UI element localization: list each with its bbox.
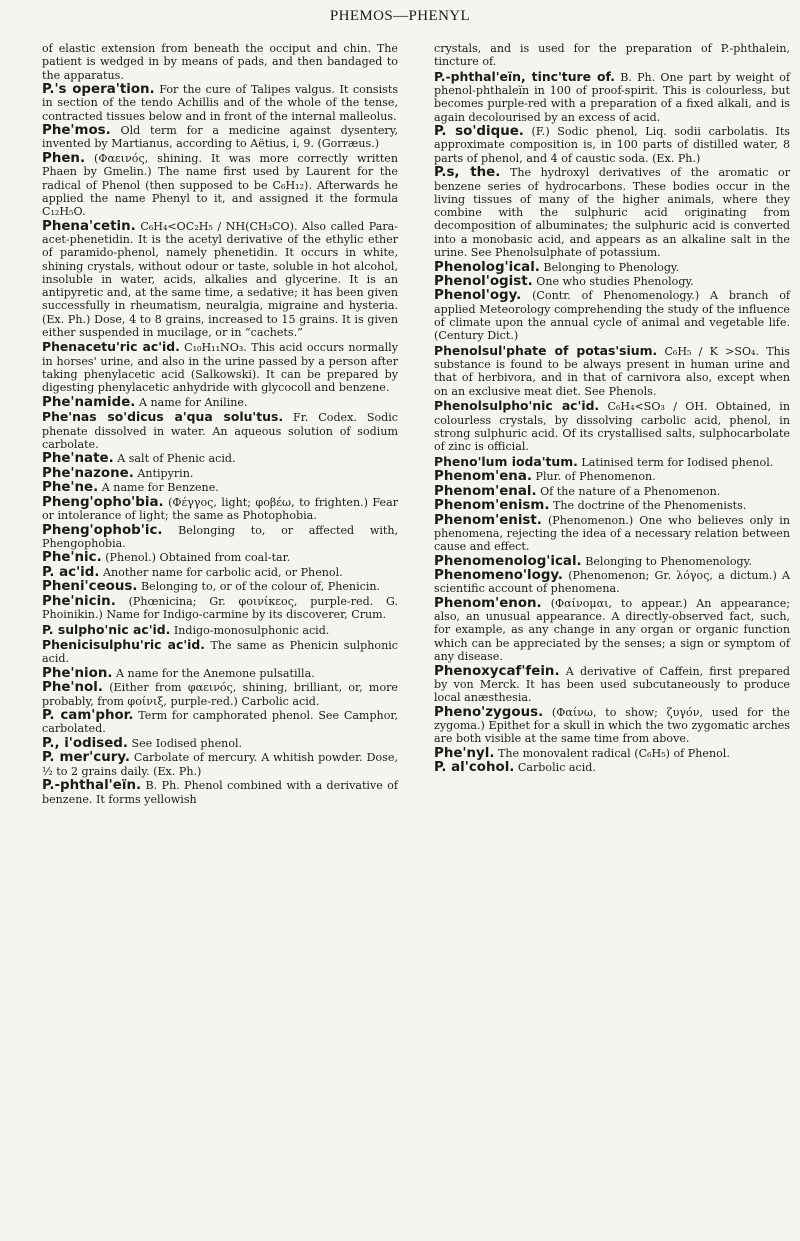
entry-headword: Phe'nion.: [42, 665, 113, 681]
dictionary-entry: [434, 665, 790, 705]
entry-headword: Phenom'enal.: [434, 483, 537, 499]
entry-headword: Phe'namide.: [42, 394, 136, 410]
entry-text: Belonging to, or affected with, Phengophobia.: [42, 523, 398, 550]
entry-headword: Phenol'ogist.: [434, 273, 533, 289]
entry-text: Another name for carbolic acid, or Phenol.: [102, 565, 343, 579]
dictionary-entry: [42, 623, 398, 637]
dictionary-entry: [434, 514, 790, 554]
entry-text: A salt of Phenic acid.: [117, 452, 236, 466]
entry-headword: Pheng'ophob'ic.: [42, 522, 163, 538]
entry-text: Belonging to Phenology.: [543, 260, 680, 274]
entry-text: Term for camphorated phenol. See Camphor, carbolated.: [42, 709, 398, 736]
dictionary-entry: [434, 747, 790, 760]
entry-text: (Φαίνομαι, to appear.) An appearance; also, an unusual appearance. A directly-observed fact, such, for example, as any change in any organ or organic function which can be appreciated by the senses; a sign or symptom of any disease.: [434, 596, 790, 664]
entry-headword: Phenoxycaf'fein.: [434, 663, 560, 679]
dictionary-entry: [42, 340, 398, 394]
dictionary-entry: [42, 551, 398, 564]
entry-text: B. Ph. One part by weight of phenol-phthaleïn in 100 of proof-spirit. This is colourless, but becomes purple-red with a preparation of a fixed alkali, and is again decolourised by an excess of acid.: [434, 70, 790, 124]
dictionary-entry: [434, 569, 790, 596]
dictionary-entry: [42, 580, 398, 593]
entry-headword: Phenom'enon.: [434, 595, 542, 611]
entry-headword: Pheno'zygous.: [434, 704, 544, 720]
entry-headword: Phe'mos.: [42, 123, 111, 139]
dictionary-entry: [42, 124, 398, 151]
dictionary-entry: [434, 399, 790, 453]
dictionary-entry: [42, 638, 398, 666]
dictionary-entry: [434, 470, 790, 483]
dictionary-entry: [42, 667, 398, 680]
dictionary-entry: [42, 496, 398, 523]
entry-headword: Phenomenolog'ical.: [434, 553, 582, 569]
dictionary-entry: [434, 485, 790, 498]
dictionary-entry: [42, 779, 398, 806]
entry-headword: Phenom'ena.: [434, 469, 532, 485]
dictionary-entry: [434, 261, 790, 274]
entry-headword: Phenolsulpho'nic ac'id.: [434, 398, 600, 414]
dictionary-entry: [434, 125, 790, 165]
dictionary-entry: [434, 706, 790, 746]
entry-text: C₆H₄<OC₂H₅ / NH(CH₃CO). Also called Para-acet-phenetidin. It is the acetyl derivative of the ethylic ether of paramido-phenol, namely phenetidin. It occurs in white, shining crystals, without odour or taste, soluble in hot alcohol, insoluble in water, acids, alkalies and glycerine. It is an antipyretic and, at the same time, a sedative; it has been given successfully in rheumatism, neuralgia, migraine and hysteria. (Ex. Ph.) Dose, 4 to 8 grains, increased to 15 grains. It is given either suspended in mucilage, or in “cachets.”: [42, 219, 399, 339]
entry-text: (Φαίνω, to show; ζυγόν, used for the zygoma.) Epithet for a skull in which the two zygomatic arches are both visible at the same time from above.: [434, 705, 790, 746]
entry-headword: P. cam'phor.: [42, 708, 134, 724]
entry-headword: Phenacetu'ric ac'id.: [42, 339, 180, 355]
entry-headword: Phe'ne.: [42, 480, 99, 496]
entry-text: The hydroxyl derivatives of the aromatic or benzene series of hydrocarbons. These bodies occur in the living tissues of many of the higher animals, where they combine with the sulphuric acid originating from decomposition of albuminates; the sulphuric acid is converted into a monobasic acid, and appears as an alkaline salt in the urine. See Phenolsulphate of potassium.: [434, 166, 791, 260]
entry-text: Plur. of Phenomenon.: [535, 470, 656, 484]
entry-headword: Phenom'enism.: [434, 498, 550, 514]
entry-headword: Phe'nic.: [42, 550, 102, 566]
dictionary-entry: [42, 467, 398, 480]
dictionary-entry: [434, 166, 790, 259]
entry-text: C₆H₅ / K >SO₄. This substance is found to be always present in human urine and that of herbivora, and in that of carnivora also, except when on an exclusive meat diet. See Phenols.: [434, 344, 790, 398]
dictionary-entry: [434, 42, 790, 69]
entry-headword: Phenomeno'logy.: [434, 568, 563, 584]
dictionary-entry: [42, 452, 398, 465]
entry-text: The doctrine of the Phenomenists.: [552, 499, 747, 513]
entry-text: of elastic extension from beneath the occiput and chin. The patient is wedged in by means of pads, and then bandaged to the apparatus.: [42, 42, 398, 82]
entry-text: Carbolic acid.: [517, 761, 596, 775]
entry-headword: Phenicisulphu'ric ac'id.: [42, 637, 205, 653]
dictionary-entry: [434, 344, 790, 398]
entry-text: (Phenol.) Obtained from coal-tar.: [105, 551, 291, 565]
entry-text: C₆H₄<SO₃ / OH. Obtained, in colourless crystals, by dissolving carbolic acid, phenol, in strong sulphuric acid. Of its crystallised salts, sulphocarbolate of zinc is official.: [434, 400, 790, 454]
entry-text: (Phenomenon; Gr. λόγος, a dictum.) A scientific account of phenomena.: [434, 569, 790, 596]
entry-headword: Phe'nate.: [42, 451, 114, 467]
entry-text: One who studies Phenology.: [536, 274, 694, 288]
dictionary-entry: [42, 709, 398, 736]
entry-headword: Phen.: [42, 150, 86, 166]
entry-headword: Phenom'enist.: [434, 512, 542, 528]
dictionary-entry: [42, 42, 398, 82]
entry-text: (Either from φαεινός, shining, brilliant, or, more probably, from φοίνιξ, purple-red.) Carbolic acid.: [42, 681, 398, 708]
dictionary-entry: [434, 761, 790, 774]
entry-headword: P. al'cohol.: [434, 760, 515, 776]
dictionary-entry: [42, 737, 398, 750]
dictionary-entry: [42, 396, 398, 409]
entry-headword: Pheni'ceous.: [42, 579, 138, 595]
dictionary-entry: [434, 499, 790, 512]
dictionary-entry: [42, 83, 398, 123]
entry-headword: Phe'nas so'dicus a'qua solu'tus.: [42, 409, 284, 425]
entry-text: For the cure of Talipes valgus. It consists in section of the tendo Achillis and of the whole of the tense, contracted tissues below and in front of the internal malleolus.: [42, 83, 399, 123]
entry-headword: Phe'nicin.: [42, 593, 116, 609]
entry-headword: Phena'cetin.: [42, 218, 136, 234]
dictionary-entry: [434, 555, 790, 568]
dictionary-entry: [434, 70, 790, 124]
entry-headword: P. ac'id.: [42, 564, 100, 580]
entry-text: Latinised term for Iodised phenol.: [581, 455, 774, 469]
entry-text: (Contr. of Phenomenology.) A branch of applied Meteorology comprehending the study of the influence of climate upon the annual cycle of animal and vegetable life. (Century Dict.): [434, 289, 791, 343]
dictionary-entry: [434, 455, 790, 469]
entry-text: A name for the Anemone pulsatilla.: [116, 666, 315, 680]
entry-headword: Phenol'ogy.: [434, 288, 522, 304]
entry-headword: P. sulpho'nic ac'id.: [42, 621, 171, 637]
entry-headword: P.s, the.: [434, 165, 501, 181]
entry-text: Antipyrin.: [137, 466, 194, 480]
entry-text: (Phenomenon.) One who believes only in phenomena, rejecting the idea of a necessary relation between cause and effect.: [434, 513, 790, 554]
dictionary-entry: [42, 524, 398, 551]
entry-text: Old term for a medicine against dysentery, invented by Martianus, according to Aëtius, i, 9. (Gorræus.): [42, 124, 399, 151]
entry-text: Belonging to Phenomenology.: [585, 554, 752, 568]
entry-text: (Phœnicina; Gr. φοινίκεος, purple-red. G. Phoinikin.) Name for Indigo-carmine by its discoverer, Crum.: [42, 594, 398, 622]
entry-text: (F.) Sodic phenol, Liq. sodii carbolatis. Its approximate composition is, in 100 parts of distilled water, 8 parts of phenol, and 4 of caustic soda. (Ex. Ph.): [434, 125, 790, 165]
entry-text: (Φέγγος, light; φοβέω, to frighten.) Fear or intolerance of light; the same as Photophobia.: [42, 495, 399, 523]
entry-headword: P.-phthal'eïn.: [42, 778, 142, 794]
entry-text: The same as Phenicin sulphonic acid.: [42, 639, 399, 666]
dictionary-entry: [42, 220, 398, 340]
entry-headword: Phe'nazone.: [42, 465, 134, 481]
entry-headword: Phenolog'ical.: [434, 259, 540, 275]
entry-text: B. Ph. Phenol combined with a derivative of benzene. It forms yellowish: [42, 779, 399, 806]
entry-headword: P., i'odised.: [42, 735, 128, 751]
entry-text: The monovalent radical (C₆H₅) of Phenol.: [498, 746, 730, 760]
entry-text: Belonging to, or of the colour of, Phenicin.: [141, 580, 381, 594]
entry-headword: Phe'nyl.: [434, 745, 495, 761]
page-header: PHEMOS—PHENYL: [329, 8, 471, 24]
dictionary-entry: [42, 410, 398, 451]
dictionary-entry: [42, 681, 398, 708]
entry-headword: P.'s opera'tion.: [42, 82, 155, 98]
entry-text: A derivative of Caffein, first prepared by von Merck. It has been used subcutaneously to produce local anæsthesia.: [434, 664, 791, 705]
dictionary-entry: [42, 595, 398, 622]
dictionary-entry: [42, 152, 398, 218]
entry-text: Of the nature of a Phenomenon.: [540, 484, 721, 498]
entry-text: Indigo-monosulphonic acid.: [173, 623, 330, 637]
entry-text: A name for Benzene.: [101, 481, 219, 495]
entry-headword: P. mer'cury.: [42, 750, 130, 766]
entry-text: C₁₀H₁₁NO₃. This acid occurs normally in horses' urine, and also in the urine passed by a person after taking phenylacetic acid (Salkowski). It can be prepared by digesting phenylacetic anhydride with glycocoll and benzene.: [42, 341, 398, 395]
entry-text: crystals, and is used for the preparation of P.-phthalein, tincture of.: [434, 42, 790, 69]
entry-text: (Φαεινός, shining. It was more correctly written Phaen by Gmelin.) The name first used by Laurent for the radical of Phenol (then supposed to be C₆H₁₂). Afterwards he applied the name Phenyl to it, and assigned it the formula C₁₂H₅O.: [42, 151, 398, 219]
entry-text: A name for Aniline.: [138, 395, 248, 409]
entry-headword: Pheno'lum ioda'tum.: [434, 453, 578, 469]
entry-headword: Pheng'opho'bia.: [42, 494, 164, 510]
left-column: [42, 42, 398, 807]
dictionary-entry: [42, 481, 398, 494]
entry-text: Carbolate of mercury. A whitish powder. Dose, ½ to 2 grains daily. (Ex. Ph.): [42, 751, 398, 778]
entry-headword: Phenolsul'phate of potas'sium.: [434, 342, 658, 358]
dictionary-entry: [434, 597, 790, 663]
dictionary-entry: [42, 566, 398, 579]
entry-text: Fr. Codex. Sodic phenate dissolved in water. An aqueous solution of sodium carbolate.: [42, 411, 398, 451]
right-column: [434, 42, 790, 776]
entry-headword: P. so'dique.: [434, 124, 524, 140]
entry-headword: P.-phthal'eïn, tinc'ture of.: [434, 68, 615, 84]
dictionary-entry: [434, 275, 790, 288]
entry-headword: Phe'nol.: [42, 680, 103, 696]
dictionary-entry: [42, 751, 398, 778]
entry-text: See Iodised phenol.: [131, 736, 243, 750]
dictionary-entry: [434, 289, 790, 342]
